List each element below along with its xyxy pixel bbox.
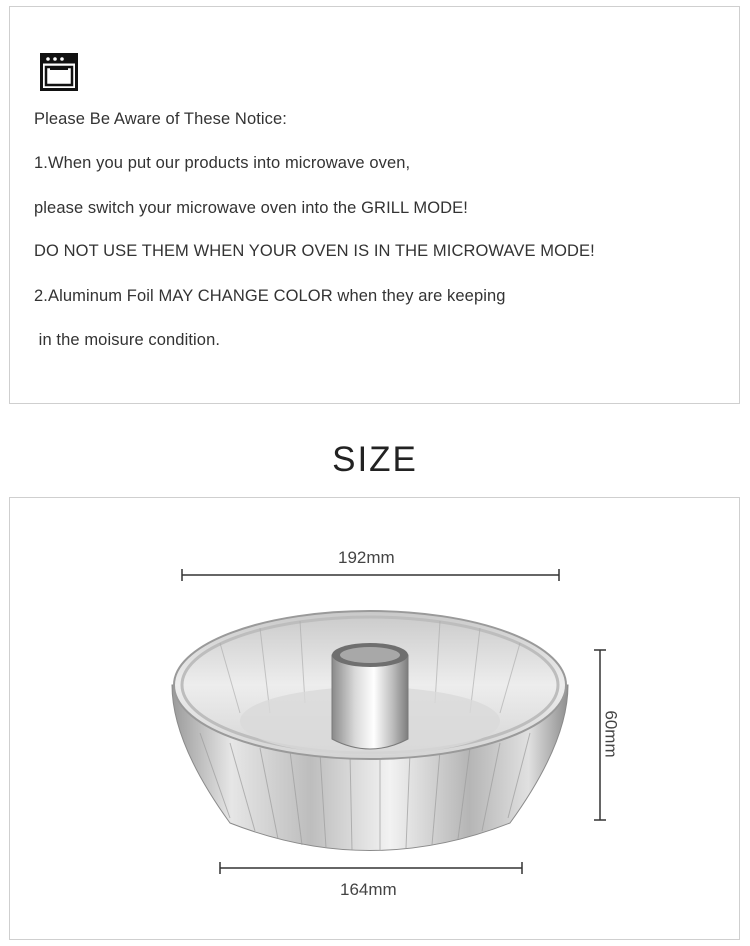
notice-line-1: 1.When you put our products into microwave oven, <box>34 154 411 172</box>
notice-line-3: DO NOT USE THEM WHEN YOUR OVEN IS IN THE MICROWAVE MODE! <box>34 242 595 260</box>
top-diameter-label: 192mm <box>338 548 395 567</box>
notice-panel <box>9 6 740 404</box>
size-panel <box>9 497 740 940</box>
size-title: SIZE <box>332 440 418 479</box>
height-label: 60mm <box>601 710 621 758</box>
oven-icon <box>40 53 78 91</box>
notice-line-4: 2.Aluminum Foil MAY CHANGE COLOR when they are keeping <box>34 287 506 305</box>
notice-line-5: in the moisure condition. <box>34 331 221 349</box>
notice-line-2: please switch your microwave oven into the GRILL MODE! <box>34 199 468 217</box>
notice-heading: Please Be Aware of These Notice: <box>34 110 287 128</box>
bottom-diameter-label: 164mm <box>340 880 397 899</box>
